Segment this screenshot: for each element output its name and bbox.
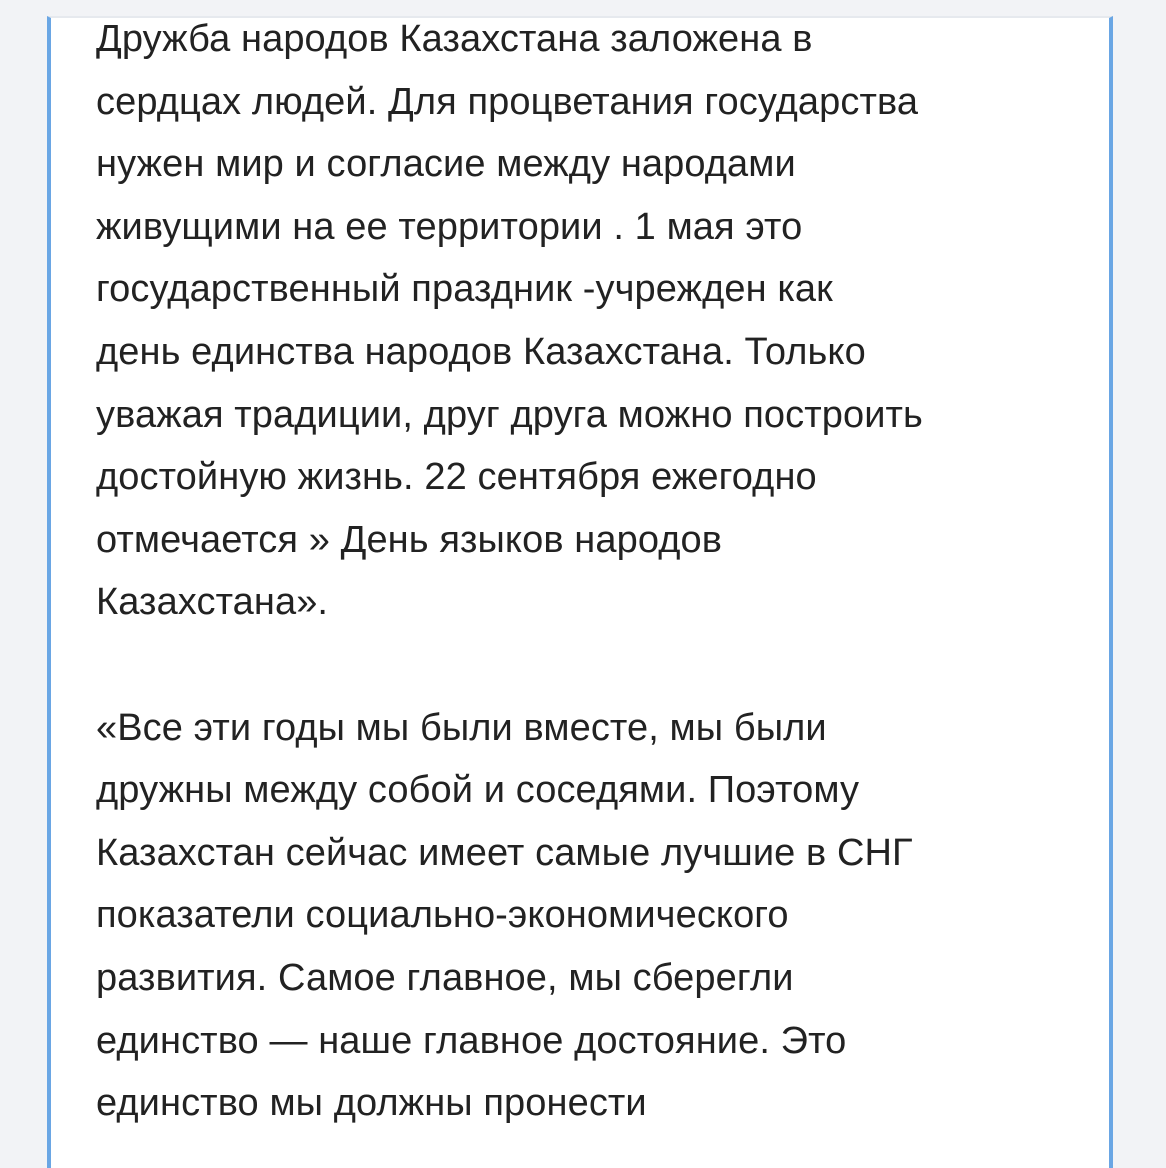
text-line: сердцах людей. Для процветания государства xyxy=(96,80,919,123)
text-line: дружны между собой и соседями. Поэтому xyxy=(96,769,860,812)
text-line: показатели социально-экономического xyxy=(96,894,789,937)
text-line: Казахстан сейчас имеет самые лучшие в СНГ xyxy=(96,831,913,874)
text-line: единство — наше главное достояние. Это xyxy=(96,1019,847,1062)
text-line: государственный праздник -учрежден как xyxy=(96,268,833,311)
text-line: Казахстана». xyxy=(96,581,329,624)
paragraph-1 xyxy=(96,8,1086,634)
text-line: Дружба народов Казахстана заложена в xyxy=(96,18,813,60)
text-line: «Все эти годы мы были вместе, мы были xyxy=(96,706,827,749)
text-line: уважая традиции, друг друга можно построить xyxy=(96,393,923,436)
paragraph-2 xyxy=(96,697,1086,1135)
answer-text xyxy=(96,8,1086,1135)
paragraph-gap xyxy=(96,634,1086,697)
text-line: развития. Самое главное, мы сберегли xyxy=(96,956,794,999)
text-line: единство мы должны пронести xyxy=(96,1082,647,1125)
text-line: отмечается » День языков народов xyxy=(96,518,723,561)
text-line: день единства народов Казахстана. Только xyxy=(96,330,866,373)
text-line: нужен мир и согласие между народами xyxy=(96,143,796,186)
text-line: достойную жизнь. 22 сентября ежегодно xyxy=(96,456,817,499)
text-line: живущими на ее территории . 1 мая это xyxy=(96,205,803,248)
